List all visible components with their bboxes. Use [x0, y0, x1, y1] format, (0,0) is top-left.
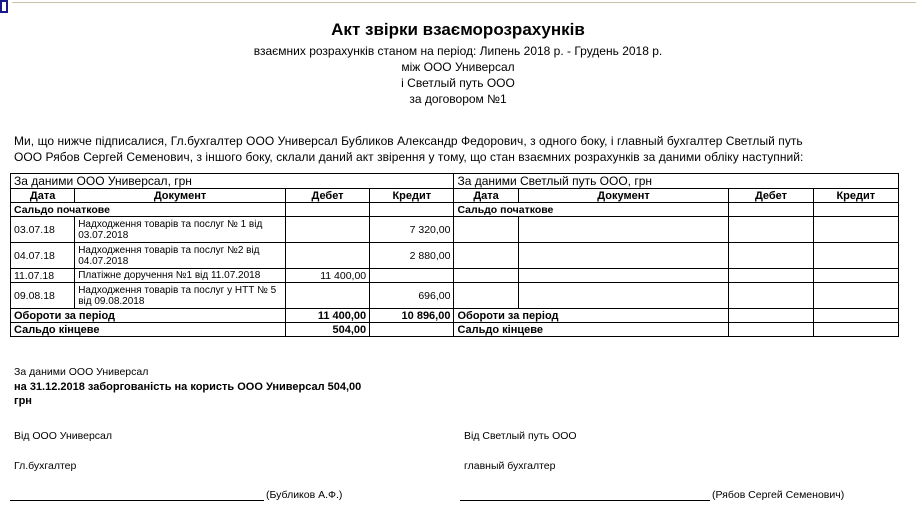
top-divider	[12, 2, 916, 3]
row-date: 09.08.18	[11, 283, 75, 309]
row-credit: 2 880,00	[370, 243, 454, 269]
row-date: 03.07.18	[11, 217, 75, 243]
turnover-credit: 10 896,00	[370, 309, 454, 323]
contract-line: за договором №1	[409, 92, 507, 106]
row-date: 04.07.18	[11, 243, 75, 269]
document-title: Акт звірки взаєморозрахунків	[331, 20, 585, 39]
opening-balance-row	[11, 203, 899, 217]
intro-paragraph	[14, 133, 909, 165]
and-line: і Светлый путь ООО	[401, 76, 515, 90]
left-signature-line	[10, 500, 264, 501]
row-debit	[285, 217, 369, 243]
row-debit	[285, 283, 369, 309]
col-document: Документ	[75, 189, 286, 203]
left-party-header: За даними ООО Универсал, грн	[11, 174, 454, 189]
row-document: Надходження товарів та послуг № 1 від 03.07.2018	[75, 217, 286, 243]
row-debit	[285, 243, 369, 269]
row-credit: 696,00	[370, 283, 454, 309]
row-date: 11.07.18	[11, 269, 75, 283]
table-row	[11, 217, 899, 243]
row-debit: 11 400,00	[285, 269, 369, 283]
right-signatory-role: главный бухгалтер	[464, 460, 556, 472]
opening-label: Сальдо початкове	[11, 203, 286, 217]
row-document: Платіжне доручення №1 від 11.07.2018	[75, 269, 286, 283]
intro-line-2: ООО Рябов Сергей Семенович, з іншого боку, склали даний акт звірення у тому, що стан взаємних розрахунків за даними обліку наступний:	[14, 150, 804, 164]
row-credit: 7 320,00	[370, 217, 454, 243]
col-document: Документ	[518, 189, 729, 203]
reconciliation-table	[10, 173, 899, 337]
intro-line-1: Ми, що нижче підписалися, Гл.бухгалтер ООО Универсал Бубликов Александр Федорович, з одного боку, і главный бухгалтер Светлый путь	[14, 134, 803, 148]
row-document: Надходження товарів та послуг №2 від 04.07.2018	[75, 243, 286, 269]
col-debit: Дебет	[285, 189, 369, 203]
table-header-row	[11, 174, 899, 189]
row-document: Надходження товарів та послуг у НТТ № 5 від 09.08.2018	[75, 283, 286, 309]
turnover-row	[11, 309, 899, 323]
closing-label: Сальдо кінцеве	[454, 323, 729, 337]
col-date: Дата	[454, 189, 518, 203]
closing-debit: 504,00	[285, 323, 369, 337]
row-credit	[370, 269, 454, 283]
turnover-label: Обороти за період	[11, 309, 286, 323]
summary-source: За даними ООО Универсал	[14, 366, 149, 378]
turnover-debit: 11 400,00	[285, 309, 369, 323]
left-signatory-role: Гл.бухгалтер	[14, 460, 77, 472]
right-signatory-org: Від Светлый путь ООО	[464, 430, 577, 442]
column-header-row	[11, 189, 899, 203]
table-row	[11, 269, 899, 283]
turnover-label: Обороти за період	[454, 309, 729, 323]
table-row	[11, 283, 899, 309]
closing-label: Сальдо кінцеве	[11, 323, 286, 337]
col-date: Дата	[11, 189, 75, 203]
right-signature-line	[460, 500, 710, 501]
summary-debt	[14, 380, 424, 408]
summary-debt-line-1: на 31.12.2018 заборгованість на користь ООО Универсал 504,00	[14, 381, 362, 393]
right-signatory-name: (Рябов Сергей Семенович)	[712, 489, 845, 501]
col-credit: Кредит	[813, 189, 898, 203]
col-credit: Кредит	[370, 189, 454, 203]
summary-debt-line-2: грн	[14, 395, 32, 407]
left-signatory-name: (Бубликов А.Ф.)	[266, 489, 343, 501]
closing-balance-row	[11, 323, 899, 337]
between-line: між ООО Универсал	[401, 60, 515, 74]
table-row	[11, 243, 899, 269]
period-line: взаємних розрахунків станом на період: Липень 2018 р. - Грудень 2018 р.	[253, 44, 663, 58]
window-corner-icon	[0, 0, 8, 13]
right-party-header: За даними Светлый путь ООО, грн	[454, 174, 899, 189]
col-debit: Дебет	[729, 189, 813, 203]
left-signatory-org: Від ООО Универсал	[14, 430, 113, 442]
opening-label: Сальдо початкове	[454, 203, 729, 217]
